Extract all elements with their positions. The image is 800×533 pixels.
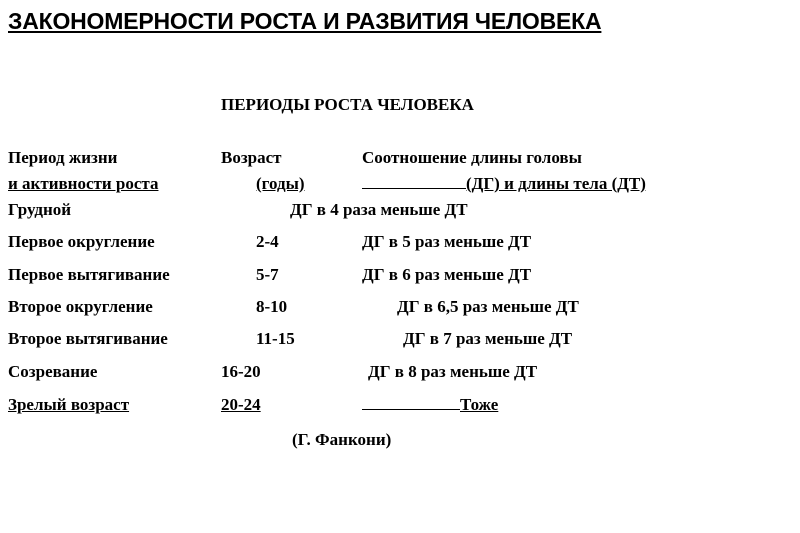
underline-filler [362, 187, 466, 189]
row-period: Первое округление [8, 232, 155, 251]
table-title: ПЕРИОДЫ РОСТА ЧЕЛОВЕКА [221, 95, 474, 114]
row-ratio: ДГ в 8 раз меньше ДТ [368, 362, 538, 381]
row-ratio [362, 395, 498, 415]
row-age: 16-20 [221, 362, 261, 381]
header-ratio-line2 [362, 174, 646, 194]
row-period: Созревание [8, 362, 98, 381]
citation: (Г. Фанкони) [292, 430, 392, 449]
row-age: 8-10 [256, 297, 288, 316]
row-period: Первое вытягивание [8, 265, 170, 284]
row-ratio: ДГ в 5 раз меньше ДТ [362, 232, 532, 251]
row-ratio: ДГ в 4 раза меньше ДТ [290, 200, 468, 219]
row-period: Зрелый возраст [8, 395, 130, 414]
header-ratio-line1: Соотношение длины головы [362, 148, 582, 167]
row-period: Второе округление [8, 297, 153, 316]
header-age-line2: (годы) [256, 174, 305, 193]
row-age: 2-4 [256, 232, 279, 251]
header-ratio-line2-text: (ДГ) и длины тела (ДТ) [466, 174, 646, 193]
row-ratio-text: Тоже [460, 395, 499, 414]
header-period-line2: и активности роста [8, 174, 159, 193]
underline-filler [362, 408, 460, 410]
row-ratio: ДГ в 6 раз меньше ДТ [362, 265, 532, 284]
row-ratio: ДГ в 7 раз меньше ДТ [403, 329, 573, 348]
row-age: 20-24 [221, 395, 261, 414]
row-period: Грудной [8, 200, 72, 219]
header-age-line1: Возраст [221, 148, 282, 167]
row-period: Второе вытягивание [8, 329, 168, 348]
header-period-line1: Период жизни [8, 148, 118, 167]
row-age: 11-15 [256, 329, 295, 348]
page-title: ЗАКОНОМЕРНОСТИ РОСТА И РАЗВИТИЯ ЧЕЛОВЕКА [8, 8, 602, 34]
row-age: 5-7 [256, 265, 279, 284]
row-ratio: ДГ в 6,5 раз меньше ДТ [397, 297, 579, 316]
